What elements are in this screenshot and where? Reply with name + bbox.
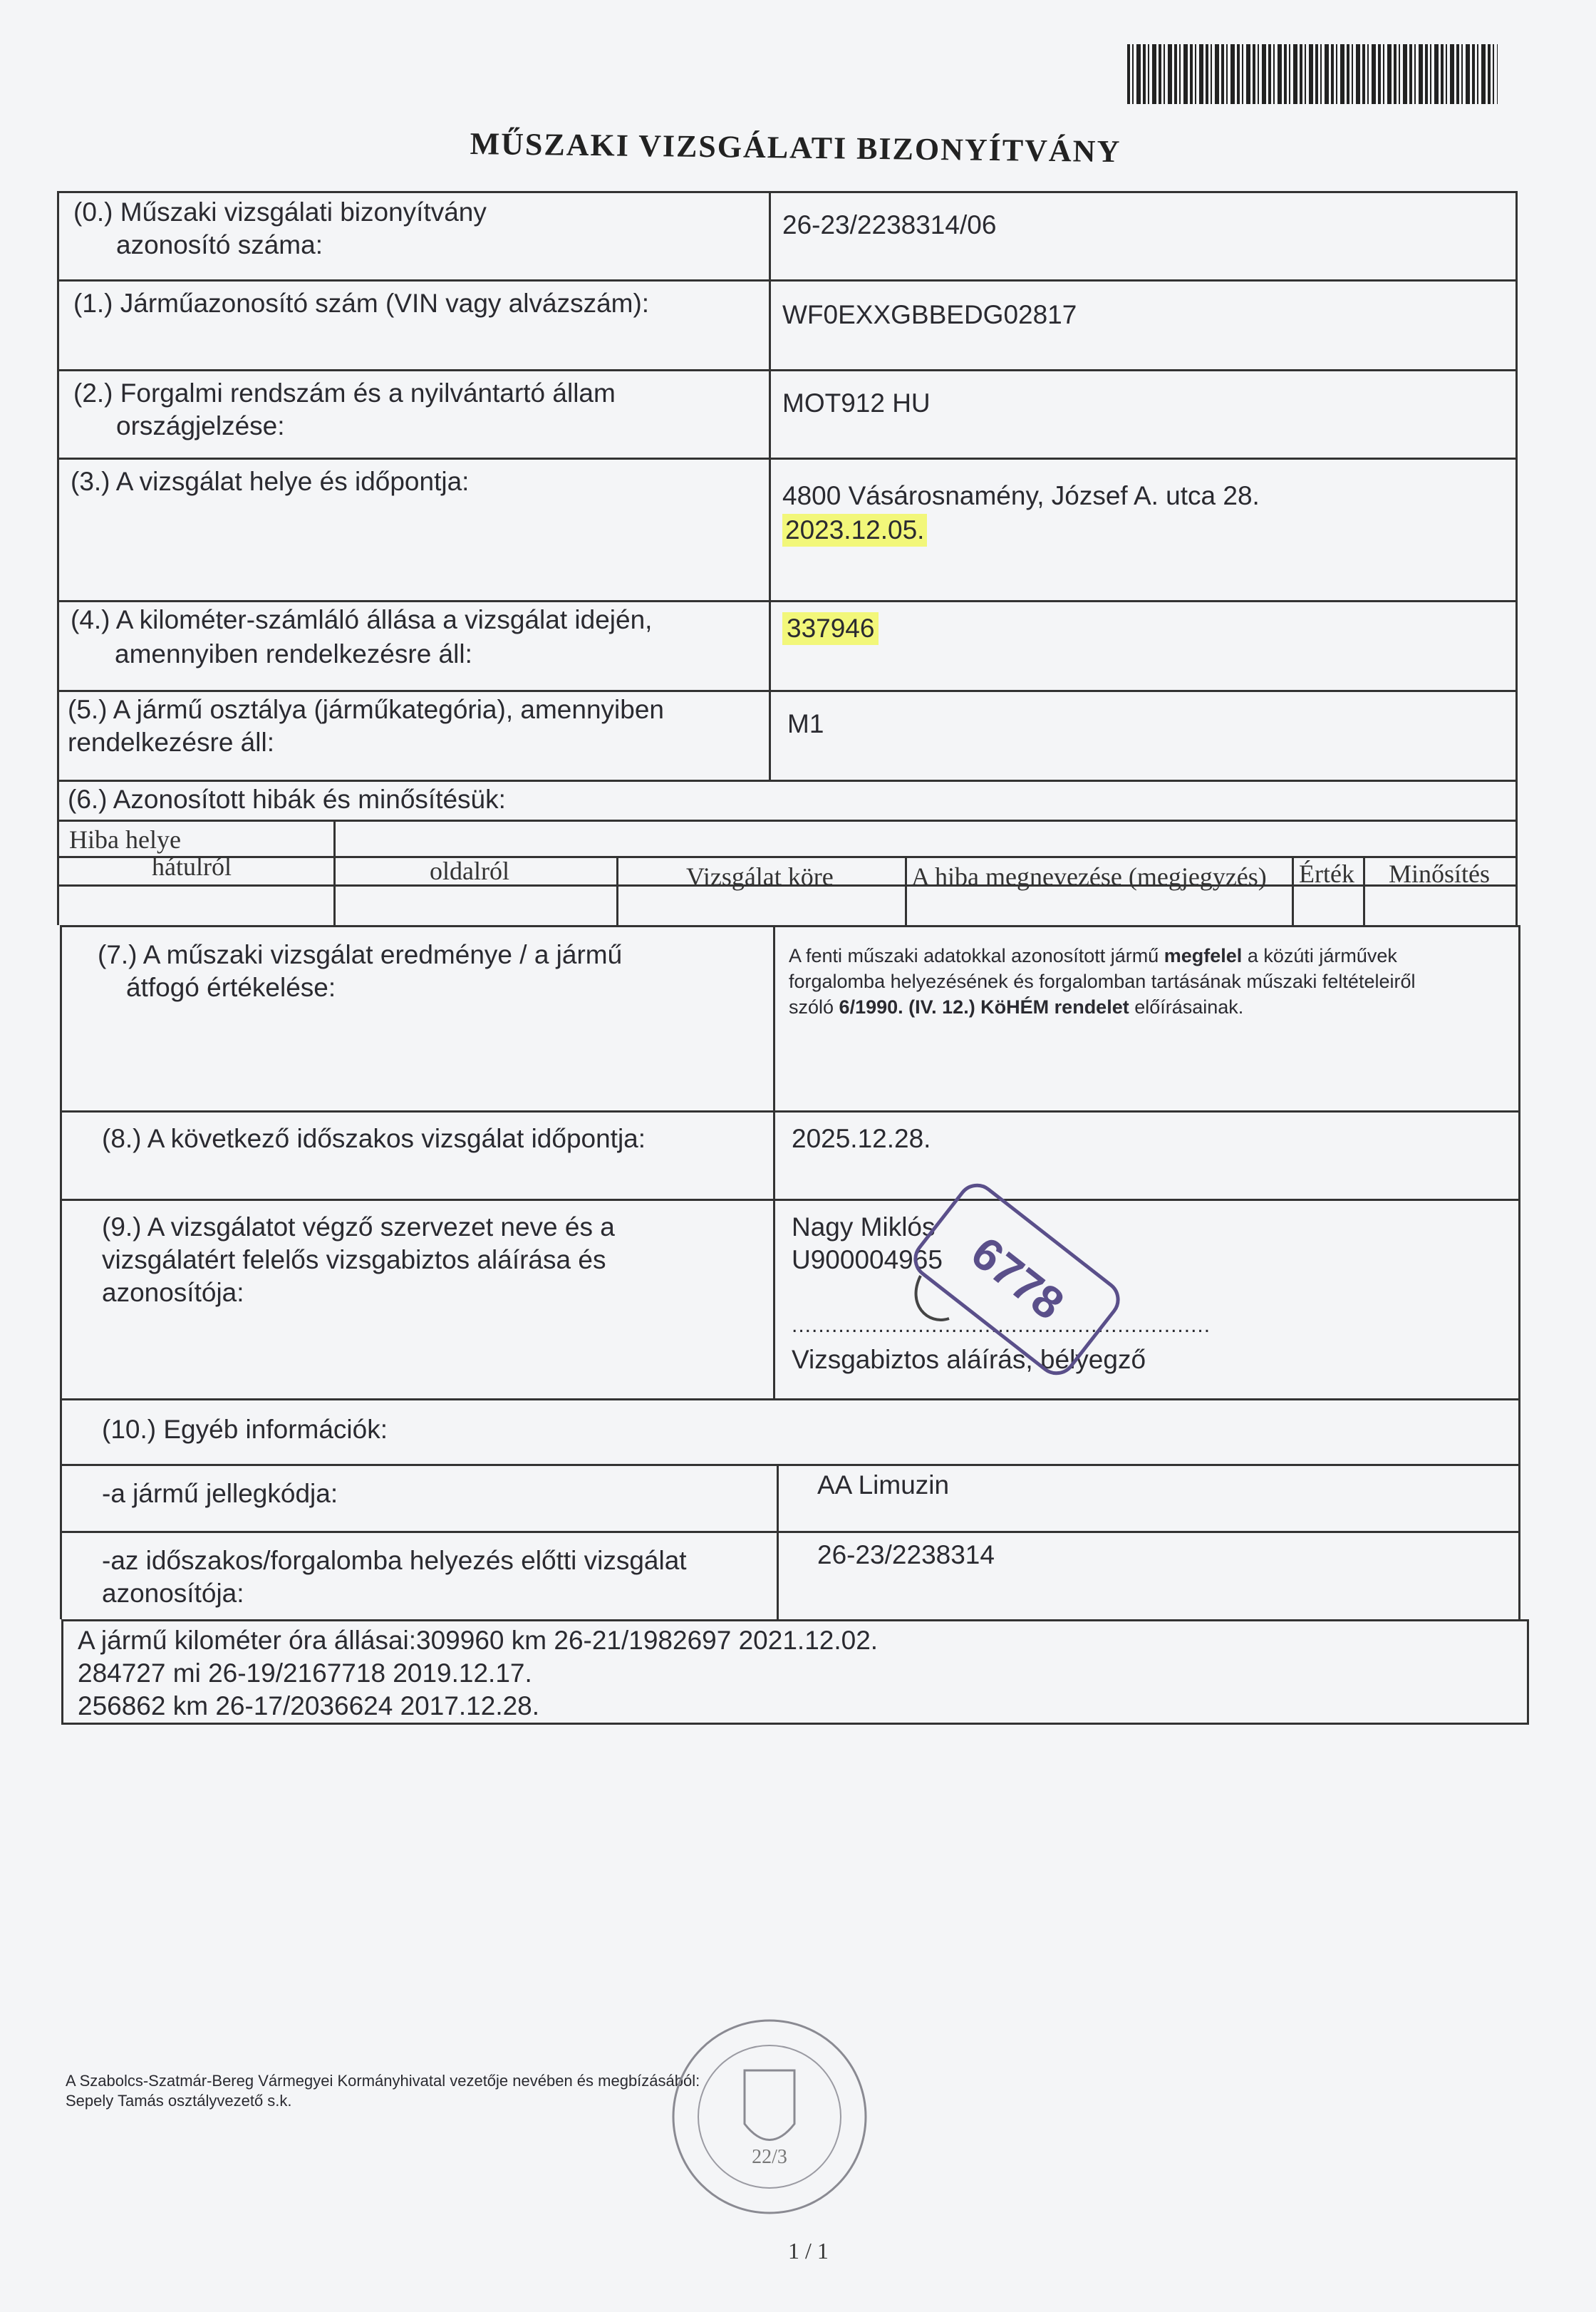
barcode xyxy=(1127,44,1498,104)
km-history-row xyxy=(61,1619,1529,1725)
field-8-value: 2025.12.28. xyxy=(792,1124,931,1153)
field-6-label: (6.) Azonosított hibák és minősítésük: xyxy=(68,785,506,814)
previous-exam-label: -az időszakos/forgalomba helyezés előtti vizsgálat xyxy=(102,1546,687,1575)
seal-number: 22/3 xyxy=(752,2146,787,2168)
column-divider xyxy=(773,927,775,1110)
field-7-label-cont: átfogó értékelése: xyxy=(126,973,336,1002)
defects-table xyxy=(57,820,1518,925)
vehicle-type-row xyxy=(60,1464,1520,1531)
table-col-divider xyxy=(616,856,618,925)
field-2-label: (2.) Forgalmi rendszám és a nyilvántartó állam xyxy=(73,378,616,408)
field-5-label-cont: rendelkezésre áll: xyxy=(68,728,274,757)
field-1-label: (1.) Járműazonosító szám (VIN vagy alvázszám): xyxy=(73,289,650,318)
field-10-row xyxy=(60,1398,1520,1464)
field-9-label: (9.) A vizsgálatot végző szervezet neve és a xyxy=(102,1212,615,1242)
field-4-row xyxy=(57,600,1518,690)
field-3-row xyxy=(57,458,1518,600)
field-4-label: (4.) A kilométer-számláló állása a vizsgálat idején, xyxy=(71,605,653,634)
field-9-label-cont2: azonosítója: xyxy=(102,1278,244,1307)
table-col-divider xyxy=(1292,856,1294,925)
table-rule xyxy=(59,856,1515,858)
field-4-label-cont: amennyiben rendelkezésre áll: xyxy=(115,639,472,669)
column-divider xyxy=(769,282,771,369)
field-2-label-cont: országjelzése: xyxy=(116,411,285,440)
vehicle-type-label: -a jármű jellegkódja: xyxy=(102,1479,338,1508)
km-history-line-2: 284727 mi 26-19/2167718 2019.12.17. xyxy=(78,1658,532,1688)
document-title: MŰSZAKI VIZSGÁLATI BIZONYÍTVÁNY xyxy=(470,125,1121,170)
field-5-label: (5.) A jármű osztálya (járműkategória), amennyiben xyxy=(68,695,664,724)
field-9-label-cont: vizsgálatért felelős vizsgabiztos aláírása és xyxy=(102,1245,606,1274)
vehicle-type-value: AA Limuzin xyxy=(817,1470,950,1500)
field-6-row xyxy=(57,780,1518,820)
footer-authority: A Szabolcs-Szatmár-Bereg Vármegyei Kormányhivatal vezetője nevében és megbízásából: xyxy=(66,2072,700,2090)
previous-exam-row xyxy=(60,1531,1520,1619)
stamp-number: 6778 xyxy=(961,1227,1074,1330)
examiner-name: Nagy Miklós xyxy=(792,1212,936,1242)
field-0-label: (0.) Műszaki vizsgálati bizonyítvány xyxy=(73,197,487,227)
field-5-row xyxy=(57,690,1518,780)
footer-signatory: Sepely Tamás osztályvezető s.k. xyxy=(66,2092,292,2110)
table-col-divider xyxy=(1363,856,1365,925)
field-4-odometer: 337946 xyxy=(782,612,879,645)
examiner-stamp xyxy=(899,1183,1134,1376)
column-divider xyxy=(769,371,771,458)
field-3-place: 4800 Vásárosnamény, József A. utca 28. xyxy=(782,481,1260,510)
field-8-label: (8.) A következő időszakos vizsgálat időpontja: xyxy=(102,1124,646,1153)
field-7-row xyxy=(60,925,1520,1110)
field-5-value: M1 xyxy=(787,709,824,738)
field-7-result-text: A fenti műszaki adatokkal azonosított jármű megfelel a közúti járművek forgalomba helyezésének és forgalomban tartásának műszaki feltételeiről szóló 6/1990. (IV. 12.) KöHÉM rendelet előírásainak. xyxy=(789,945,1416,1018)
field-1-value: WF0EXXGBBEDG02817 xyxy=(782,300,1077,329)
column-divider xyxy=(769,602,771,690)
field-2-value: MOT912 HU xyxy=(782,388,931,418)
column-divider xyxy=(773,1201,775,1398)
defects-col-ertek: Érték xyxy=(1299,860,1354,888)
field-10-label: (10.) Egyéb információk: xyxy=(102,1415,388,1444)
field-0-value: 26-23/2238314/06 xyxy=(782,210,997,239)
column-divider xyxy=(769,460,771,600)
official-seal xyxy=(663,2010,876,2224)
page-number: 1 / 1 xyxy=(788,2238,829,2264)
column-divider xyxy=(777,1533,779,1619)
field-9-row xyxy=(60,1199,1520,1398)
field-7-label: (7.) A műszaki vizsgálat eredménye / a jármű xyxy=(98,940,623,969)
km-history-line-1: A jármű kilométer óra állásai:309960 km 26-21/1982697 2021.12.02. xyxy=(78,1626,879,1655)
previous-exam-value: 26-23/2238314 xyxy=(817,1540,995,1569)
column-divider xyxy=(769,692,771,780)
previous-exam-label-cont: azonosítója: xyxy=(102,1579,244,1608)
table-col-divider xyxy=(905,856,907,925)
defects-col-hatulrol: hátulról xyxy=(152,852,232,881)
field-1-row xyxy=(57,279,1518,369)
defects-col-oldalrol: oldalról xyxy=(430,857,509,885)
examiner-id: U900004965 xyxy=(792,1245,943,1274)
field-2-row xyxy=(57,369,1518,458)
signature-dotted-line: ............................................................... xyxy=(792,1314,1211,1337)
column-divider xyxy=(773,1113,775,1199)
defects-col-vizsgalat-kore: Vizsgálat köre xyxy=(686,862,834,891)
signature-label: Vizsgabiztos aláírás, bélyegző xyxy=(792,1345,1146,1374)
field-3-label: (3.) A vizsgálat helye és időpontja: xyxy=(71,467,470,496)
column-divider xyxy=(777,1466,779,1531)
field-0-row xyxy=(57,191,1518,279)
field-0-label-cont: azonosító száma: xyxy=(116,230,323,259)
table-col-divider xyxy=(333,822,336,925)
km-history-line-3: 256862 km 26-17/2036624 2017.12.28. xyxy=(78,1691,540,1720)
column-divider xyxy=(769,193,771,279)
field-8-row xyxy=(60,1110,1520,1199)
field-3-date: 2023.12.05. xyxy=(782,514,927,547)
defects-col-minosites: Minősítés xyxy=(1389,860,1491,888)
defects-hiba-helye: Hiba helye xyxy=(69,825,181,854)
defects-col-hiba-megnevezese: A hiba megnevezése (megjegyzés) xyxy=(911,862,1267,891)
